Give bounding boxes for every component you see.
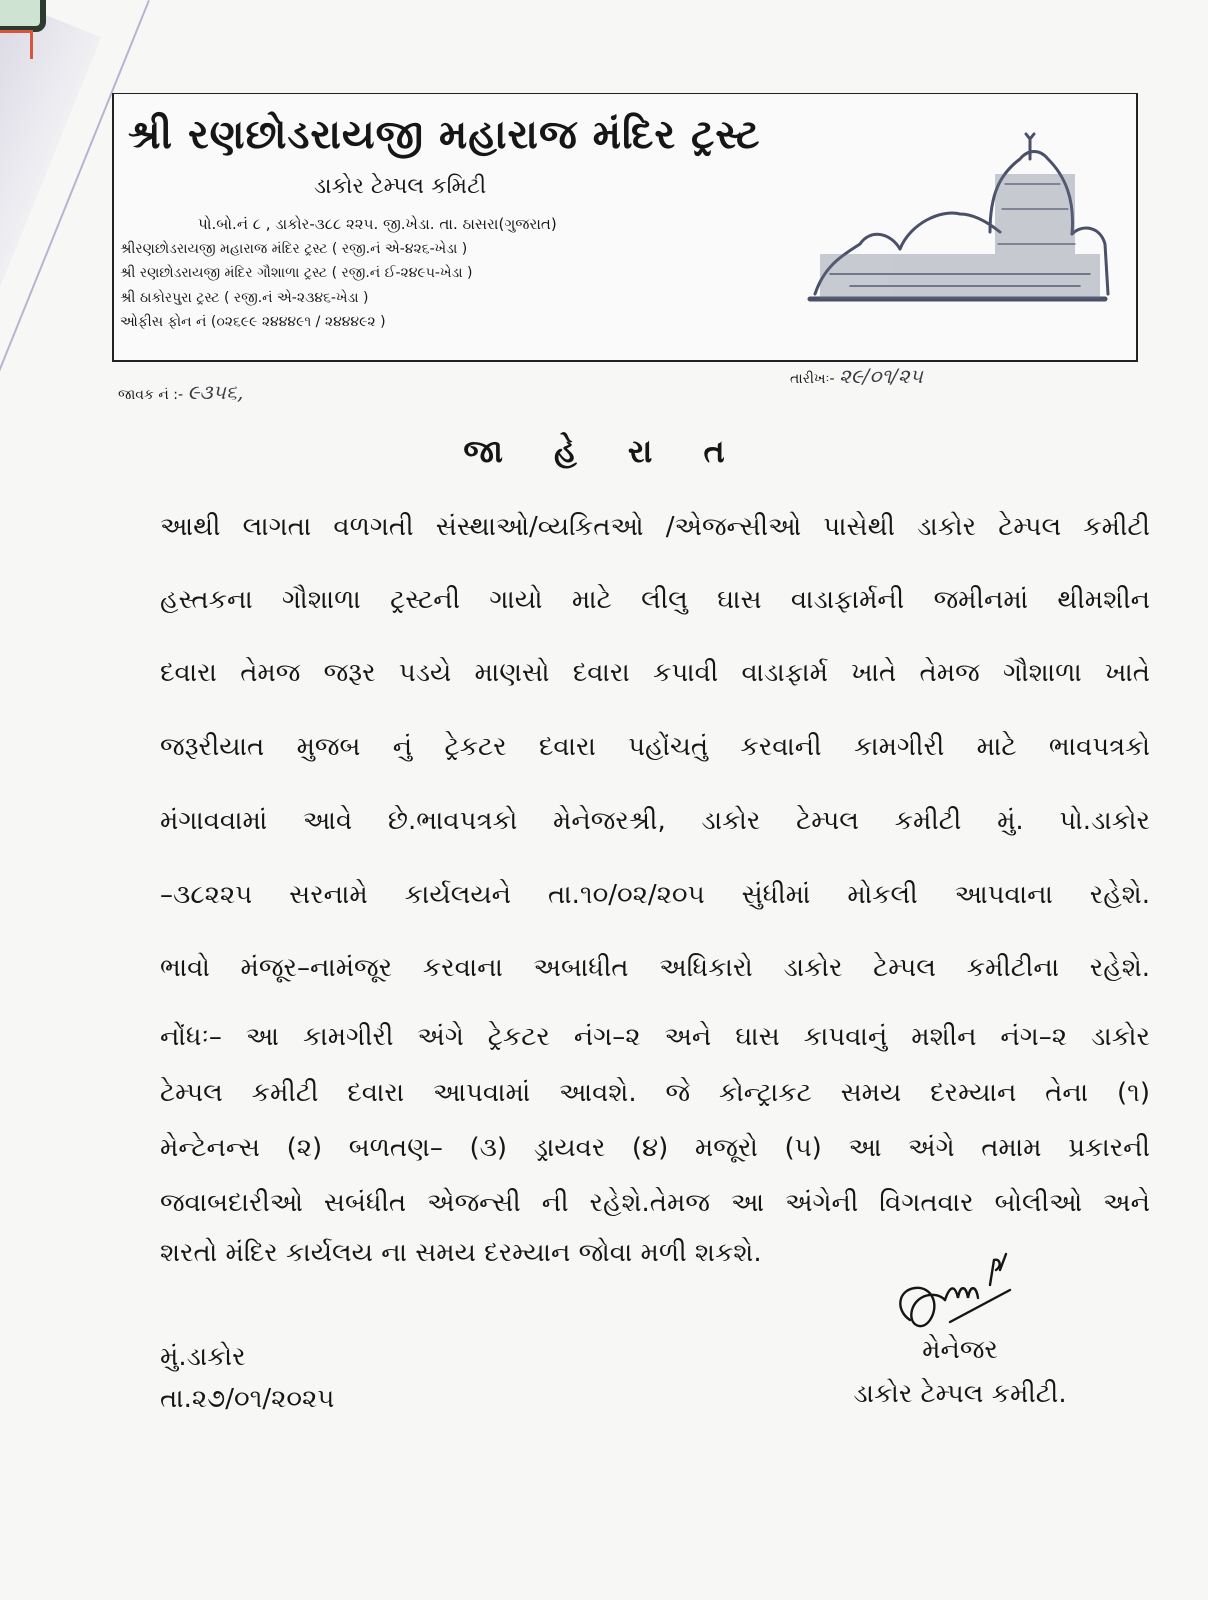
outward-number [118,380,243,404]
body-line: મંગાવવામાં આવે છે.ભાવપત્રકો મેનેજરશ્રી, ડાકોર ટેમ્પલ કમીટી મું. પો.ડાકોર [160,806,1150,836]
background-object [0,30,33,59]
footer-place-date [160,1336,334,1420]
temple-sketch-icon [790,114,1120,304]
postal-address: પો.બો.નં ૮ , ડાકોર-૩૮૮ ૨૨૫. જી.ખેડા. તા. ઠાસરા(ગુજરાત) [198,215,557,233]
note-line: જવાબદારીઓ સબંધીત એજન્સી ની રહેશે.તેમજ આ અંગેની વિગતવાર બોલીઓ અને [160,1188,1150,1218]
body-line: હસ્તકના ગૌશાળા ટ્રસ્ટની ગાયો માટે લીલુ ઘાસ વાડાફાર્મની જમીનમાં થીમશીન [160,585,1150,615]
registration-line: શ્રી ઠાકોરપુરા ટ્રસ્ટ ( રજી.નં એ-૨૩૪૬-ખેડા ) [120,289,369,306]
notice-heading: જા હે રા ત [463,432,745,470]
body-line: દવારા તેમજ જરૂર પડયે માણસો દવારા કપાવી વાડાફાર્મ ખાતે તેમજ ગૌશાળા ખાતે [160,658,1150,688]
trust-title: શ્રી રણછોડરાયજી મહારાજ મંદિર ટ્રસ્ટ [128,112,761,158]
body-line: જરૂરીયાત મુજબ નું ટ્રેકટર દવારા પહોંચતું કરવાની કામગીરી માટે ભાવપત્રકો [160,732,1150,762]
office-phone: ઓફીસ ફોન નં (૦૨૬૯૯ ૨૪૪૪૯૧ / ૨૪૪૪૯૨ ) [120,314,386,330]
signature-icon [890,1240,1040,1340]
letter-date [790,364,923,388]
note-line: મેન્ટેનન્સ (૨) બળતણ– (૩) ડ્રાયવર (૪) મજૂરો (૫) આ અંગે તમામ પ્રકારની [160,1133,1150,1163]
registration-line: શ્રી રણછોડરાયજી મંદિર ગૌશાળા ટ્રસ્ટ ( રજી.નં ઈ-૨૪૯૫-ખેડા ) [120,265,473,281]
note-line: ટેમ્પલ કમીટી દવારા આપવામાં આવશે. જે કોન્ટ્રાકટ સમય દરમ્યાન તેના (૧) [160,1078,1150,1108]
committee-subtitle: ડાકોર ટેમ્પલ કમિટી [314,174,487,199]
organization: ડાકોર ટેમ્પલ કમીટી. [853,1379,1067,1409]
registration-line: શ્રીરણછોડરાયજી મહારાજ મંદિર ટ્રસ્ટ ( રજી.નં એ-૪૨૬-ખેડા ) [120,240,468,257]
binder-clip-icon [0,0,46,32]
outward-number-value: ૯૩૫૬, [187,380,244,404]
designation: મેનેજર [922,1335,998,1365]
letterhead-details [120,212,557,335]
letterhead-box [112,93,1138,362]
issue-date: તા.૨૭/૦૧/૨૦૨૫ [160,1384,335,1414]
outward-number-label: જાવક નં :- [118,387,184,403]
body-line: –૩૮૨૨૫ સરનામે કાર્યલયને તા.૧૦/૦૨/૨૦૫ સુંધીમાં મોકલી આપવાના રહેશે. [160,880,1150,910]
date-label: તારીખઃ- [790,371,835,387]
body-line: આથી લાગતા વળગતી સંસ્થાઓ/વ્યકિતઓ /એજન્સીઓ પાસેથી ડાકોર ટેમ્પલ કમીટી [160,512,1150,542]
note-line: શરતો મંદિર કાર્યલય ના સમય દરમ્યાન જોવા મળી શકશે. [160,1238,762,1268]
date-value: ૨૯/૦૧/૨૫ [839,364,923,388]
signatory-block [830,1328,1090,1416]
place: મું.ડાકોર [160,1342,246,1372]
body-line: ભાવો મંજૂર–નામંજૂર કરવાના અબાધીત અધિકારો ડાકોર ટેમ્પલ કમીટીના રહેશે. [160,953,1150,983]
note-line: નોંધઃ– આ કામગીરી અંગે ટ્રેકટર નંગ–૨ અને ઘાસ કાપવાનું મશીન નંગ–૨ ડાકોર [160,1022,1150,1052]
